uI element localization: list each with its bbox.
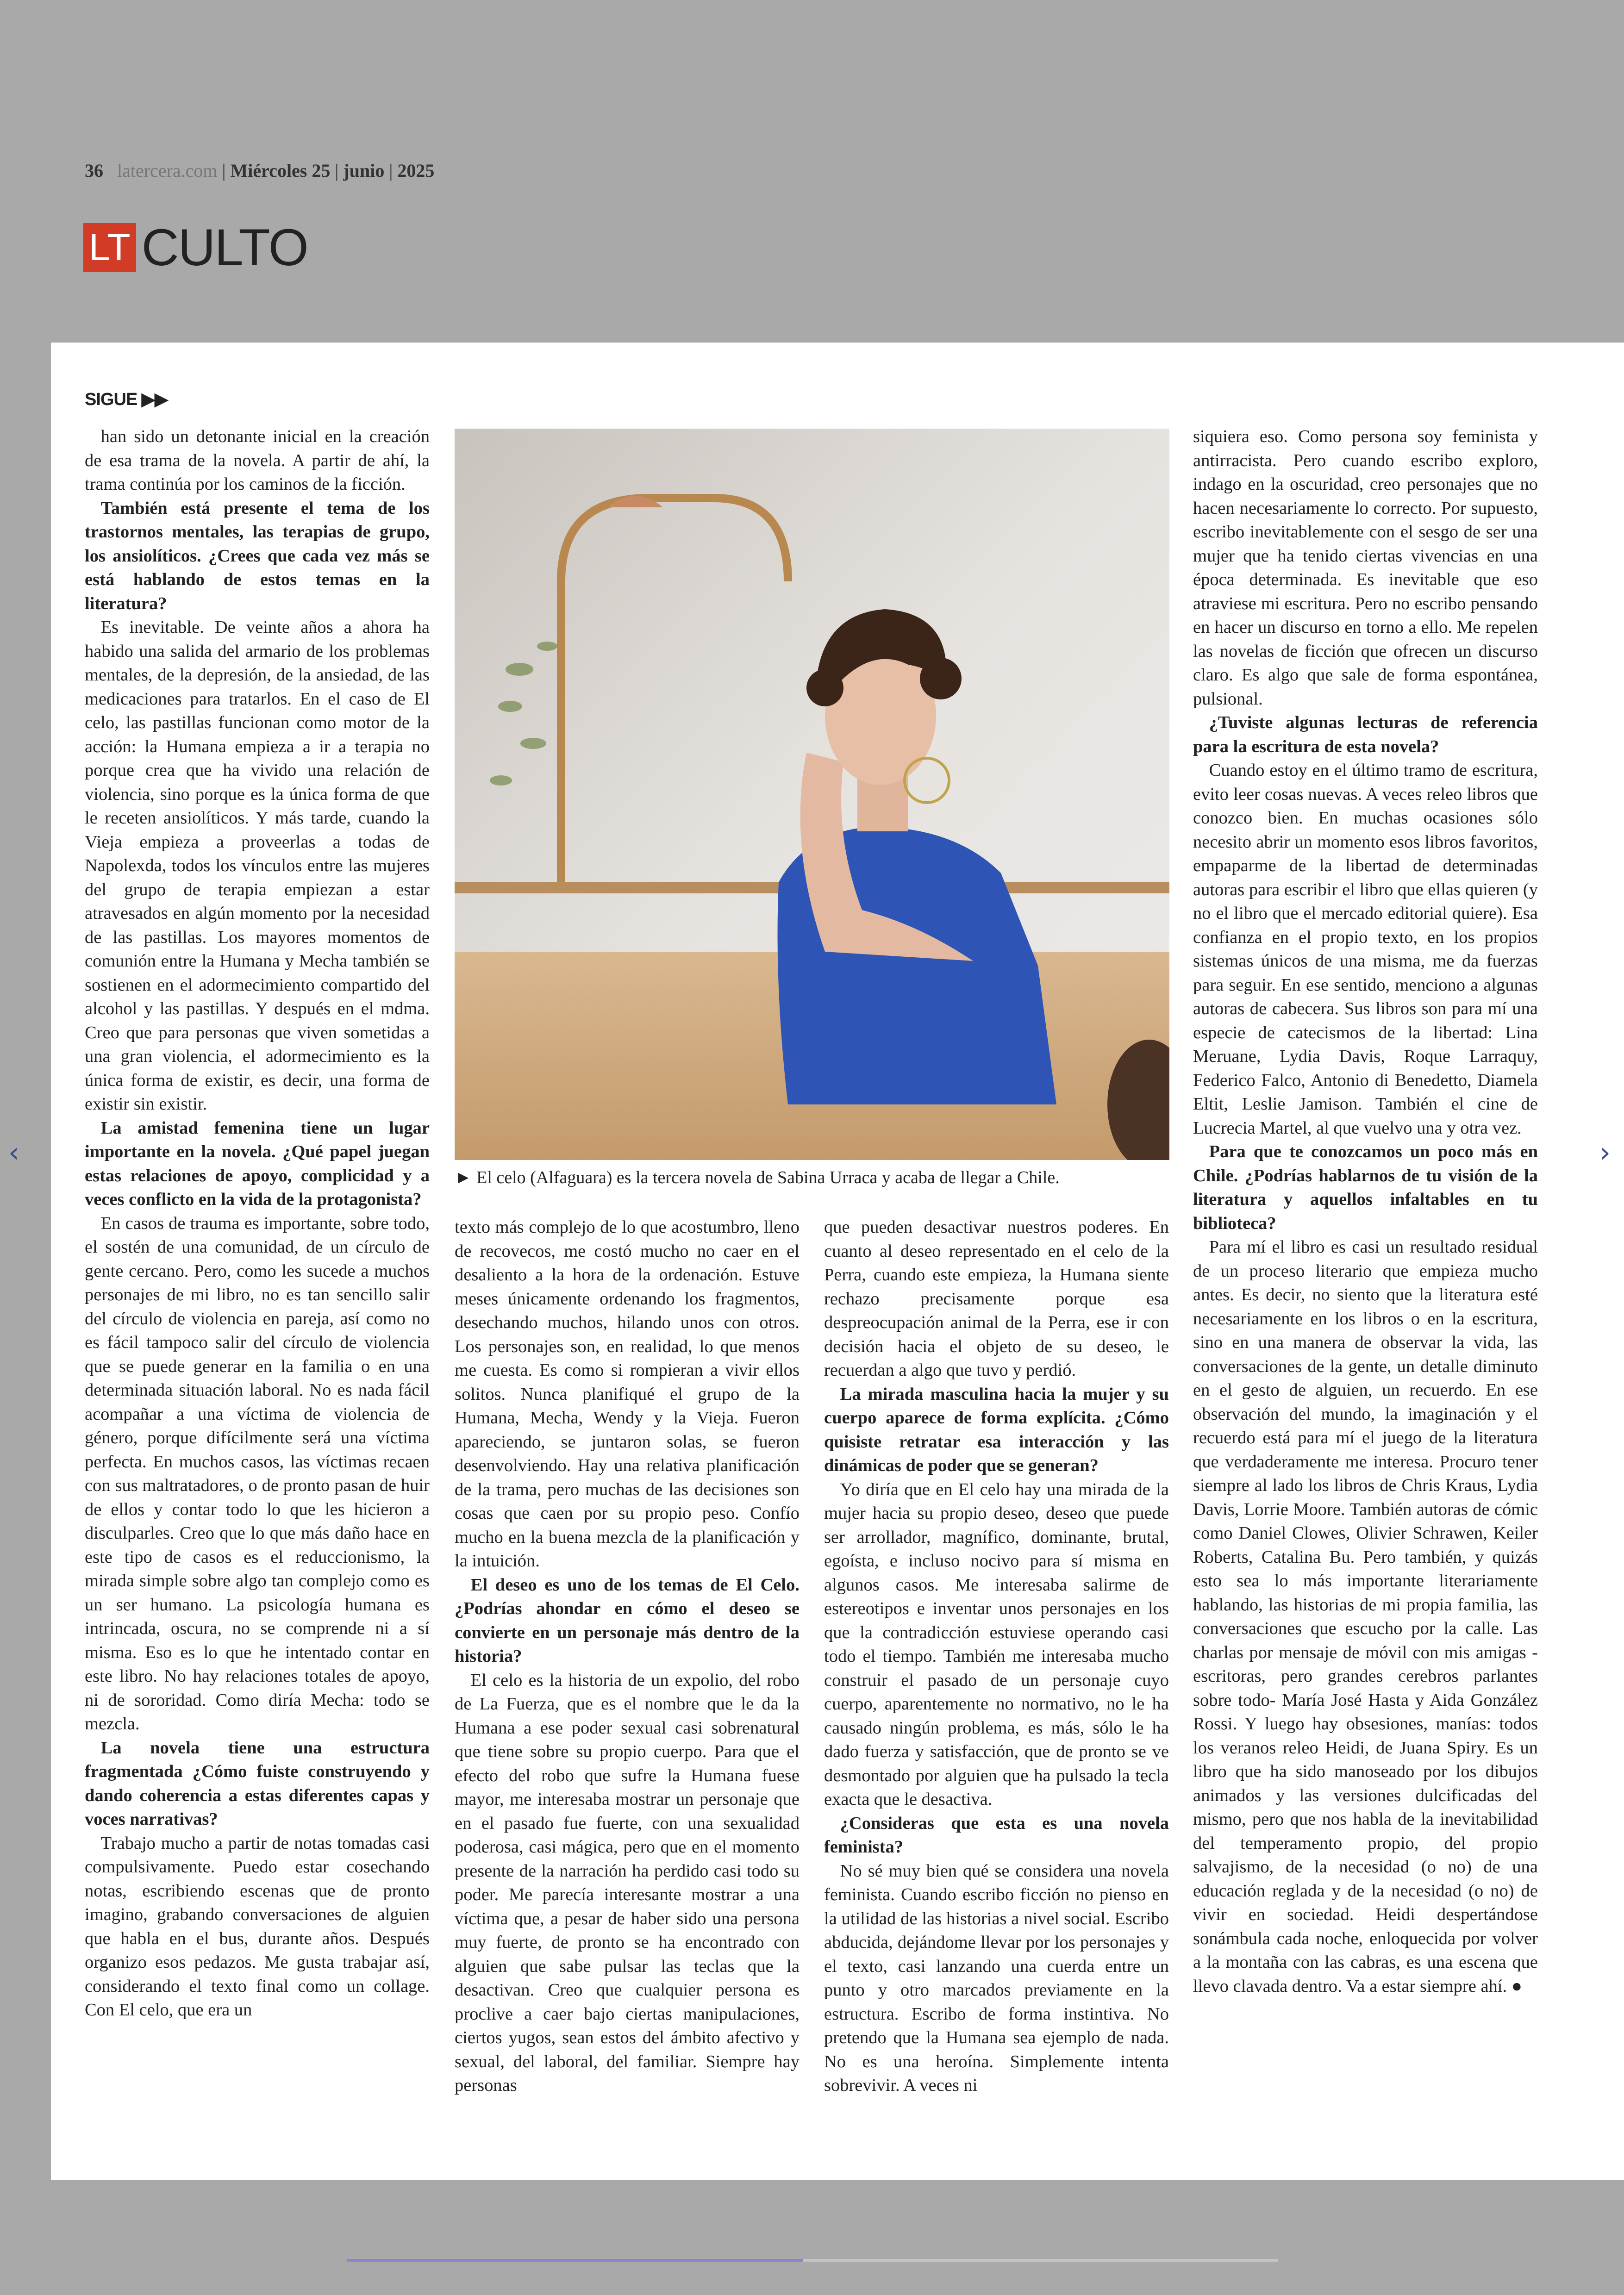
answer-paragraph: Cuando estoy en el último tramo de escritura, evito leer cosas nuevas. A veces releo libros que conozco bien. En muchas ocasiones sólo necesito abrir un momento esos libros favoritos, empaparme de la libertad de determinadas autoras para escribir el libro que ellas quieren (y no el libro que el mercado editorial quiere). Esa confianza en el propio texto, en los propios sistemas únicos de una misma, me da fuerzas para seguir. En ese sentido, menciono a algunas autoras de cabecera. Sus libros son para mí una especie de catecismos de la libertad: Lina Meruane, Lydia Davis, Roque Larraquy, Federico Falco, Antonio di Benedetto, Diamela Eltit, Leslie Jamison. También el cine de Lucrecia Martel, al que vuelvo una y otra vez. xyxy=(1193,761,1538,1138)
interview-question: El deseo es uno de los temas de El Celo. ¿Podrías ahondar en cómo el deseo se convierte en un personaje más dentro de la historia? xyxy=(455,1575,800,1666)
answer-paragraph: texto más complejo de lo que acostumbro, lleno de recovecos, me costó mucho no caer en el desaliento a la hora de la ordenación. Estuve meses únicamente ordenando los fragmentos, desechando muchos, hilando unos con otros. Los personajes son, en realidad, lo que menos me cuesta. Es como si rompieran a vivir ellos solitos. Nunca planifiqué el grupo de la Humana, Mecha, Wendy y la Vieja. Fueron apareciendo, se juntaron solas, se fueron desenvolviendo. Hay una relativa planificación de la trama, pero muchas de las decisiones son cosas que caen por su propio peso. Confío mucho en la buena mezcla de la planificación y la intuición. xyxy=(455,1217,800,1571)
interview-question: También está presente el tema de los trastornos mentales, las terapias de grupo, los ansiolíticos. ¿Crees que cada vez más se está hablando de estos temas en la literatura? xyxy=(85,498,430,613)
answer-paragraph: En casos de trauma es importante, sobre todo, el sostén de una comunidad, de un círculo de gente cercano. Pero, como les sucede a muchos personajes de mi libro, no es tan sencillo salir del círculo de violencia en pareja, así como no es fácil tampoco salir del círculo de violencia que se puede generar en la familia o en una determinada situación laboral. No es nada fácil acompañar a una víctima de violencia de género, porque difícilmente será una víctima perfecta. En muchos casos, las víctimas recaen con sus maltratadores, o de pronto pasan de huir de ellos y contar todo lo que les hicieron a disculparles. Creo que lo que más daño hace en este tipo de casos es el reduccionismo, la mirada simple sobre algo tan complejo como es un ser humano. La psicología humana es intrincada, oscura, no se comprende ni a sí misma. Eso es lo que he intentado contar en este libro. No hay relaciones totales de apoyo, ni de sororidad. Como diría Mecha: todo se mezcla. xyxy=(85,1213,430,1734)
interview-question: La amistad femenina tiene un lugar importante en la novela. ¿Qué papel juegan estas relaciones de apoyo, complicidad y a veces conflicto en la vida de la protagonista? xyxy=(85,1118,430,1209)
page-number: 36 xyxy=(85,160,103,181)
prev-page-arrow[interactable]: ‹ xyxy=(8,1136,19,1169)
reading-progress-bar[interactable] xyxy=(347,2259,1278,2262)
section-name: CULTO xyxy=(141,218,308,276)
interview-question: La mirada masculina hacia la mujer y su cuerpo aparece de forma explícita. ¿Cómo quisiste retratar esa interacción y las dinámicas de poder que se generan? xyxy=(824,1384,1169,1475)
text-column-3 xyxy=(824,1216,1169,2098)
answer-paragraph: Para mí el libro es casi un resultado residual de un proceso literario que empieza mucho antes. Es decir, no siento que la literatura esté necesariamente en los libros o en la escritura, sino en una manera de observar la vida, las conversaciones de la gente, un detalle diminuto en el gesto de alguien, un recuerdo. En ese observación del mundo, la imaginación y el recuerdo está para mí el juego de la literatura que verdaderamente me interesa. Procuro tener siempre al lado los libros de Chris Kraus, Lydia Davis, Lorrie Moore. También autoras de cómic como Daniel Clowes, Olivier Schrawen, Keiler Roberts, Catalina Bu. Pero también, y quizás esto sea lo más importante literariamente hablando, las historias de mi propia familia, las conversaciones que escucho por la calle. Las charlas por mensaje de móvil con mis amigas -escritoras, pero grandes cerebros parlantes sobre todo- María José Hasta y Aida González Rossi. Y luego hay obsesiones, manías: todos los veranos releo Heidi, de Juana Spiry. Es un libro que ha sido manoseado por los dibujos animados y las versiones dulcificadas del mismo, pero que nos habla de la inevitabilidad del temperamento propio, del propio salvajismo, de la necesidad (o no) de una educación reglada y de la necesidad (o no) de vivir en sociedad. Heidi despertándose sonámbula cada noche, enloquecida por volver a la montaña con las cabras, es una escena que llevo clavada dentro. Va a estar siempre ahí. ● xyxy=(1193,1237,1538,1996)
answer-paragraph: Yo diría que en El celo hay una mirada de la mujer hacia su propio deseo, deseo que puede ser arrollador, magnífico, dominante, brutal, egoísta, e incluso nocivo para sí misma en algunos casos. Me interesaba salirme de estereotipos e inventar unos personajes en los que la contradicción estuviese operando casi todo el tiempo. También me interesaba mucho construir el pasado de un personaje cuyo cuerpo, aparentemente no normativo, no le ha causado ningún problema, es más, sólo le ha dado fuerza y satisfacción, que de pronto se ve desmontado por alguien que ha pulsado la tecla exacta que le desactiva. xyxy=(824,1479,1169,1809)
issue-year: 2025 xyxy=(397,160,435,181)
interview-question: Para que te conozcamos un poco más en Chile. ¿Podrías hablarnos de tu visión de la literatura y aquellos infaltables en tu biblioteca? xyxy=(1193,1142,1538,1233)
issue-date: Miércoles 25 xyxy=(230,160,331,181)
article-page xyxy=(51,343,1624,2180)
text-column-2 xyxy=(455,1216,800,2098)
text-column-1 xyxy=(85,425,430,2022)
answer-paragraph: El celo es la historia de un expolio, del robo de La Fuerza, que es el nombre que le da la Humana a ese poder sexual casi sobrenatural que tiene sobre su propio cuerpo. Para que el efecto del robo que sufre la Humana fuese mayor, me interesaba mostrar un personaje que en el pasado fue fuerte, con una sexualidad poderosa, casi mágica, pero que en el momento presente de la narración ha perdido casi todo su poder. Me parecía interesante mostrar a una víctima que, a pesar de haber sido una persona muy fuerte, de pronto se ha encontrado con alguien que sabe pulsar las teclas que la desactivan. Creo que cualquier persona es proclive a caer bajo ciertas manipulaciones, ciertos yugos, sean estos del ámbito afectivo y sexual, del laboral, del familiar. Siempre hay personas xyxy=(455,1670,800,2095)
continued-label: SIGUE ▶▶ xyxy=(85,390,168,409)
answer-paragraph: No sé muy bien qué se considera una novela feminista. Cuando escribo ficción no pienso en la utilidad de las historias a nivel social. Escribo abducida, dejándome llevar por los personajes y el texto, casi lanzando una cuerda entre un punto y otro marcados previamente en la estructura. Escribo de forma instintiva. No pretendo que la Humana sea ejemplo de nada. No es una heroína. Simplemente intenta sobrevivir. A veces ni xyxy=(824,1861,1169,2095)
answer-paragraph: han sido un detonante inicial en la creación de esa trama de la novela. A partir de ahí, la trama continúa por los caminos de la ficción. xyxy=(85,427,430,494)
interview-question: ¿Tuviste algunas lecturas de referencia para la escritura de esta novela? xyxy=(1193,713,1538,756)
next-page-arrow[interactable]: › xyxy=(1599,1136,1611,1169)
answer-paragraph: Trabajo mucho a partir de notas tomadas casi compulsivamente. Puedo estar cosechando notas, escribiendo escenas que de pronto imagino, grabando conversaciones de alguien que habla en el bus, durante años. Después organizo esos pedazos. Me gusta trabajar así, considerando el texto final como un collage. Con El celo, que era un xyxy=(85,1833,430,2020)
issue-month: junio xyxy=(343,160,385,181)
page-header: 36 latercera.com | Miércoles 25 | junio | 2025 xyxy=(85,160,435,181)
answer-paragraph: Es inevitable. De veinte años a ahora ha habido una salida del armario de los problemas mentales, de la depresión, de la ansiedad, de las medicaciones para tratarlos. En el caso de El celo, las pastillas funcionan como motor de la acción: la Humana empieza a ir a terapia no porque crea que ha vivido una relación de violencia, sino porque es la única forma de que le receten ansiolíticos. Y más tarde, cuando la Vieja empieza a proveerlas a todas de Napolexda, todos los vínculos entre las mujeres del grupo de terapia empiezan a estar atravesados en algún momento por la necesidad de las pastillas. Los mayores momentos de comunión entre la Humana y Mecha también se sostienen en el adormecimiento compartido del alcohol y las pastillas. Y después en el mdma. Creo que para personas que viven sometidas a una gran violencia, el adormecimiento es la única forma de existir, es decir, una forma de existir sin existir. xyxy=(85,617,430,1114)
site-name: latercera.com xyxy=(117,160,218,181)
photo-caption: ► El celo (Alfaguara) es la tercera novela de Sabina Urraca y acaba de llegar a Chile. xyxy=(455,1168,1060,1187)
answer-paragraph: que pueden desactivar nuestros poderes. En cuanto al deseo representado en el celo de la Perra, cuando este empieza, la Humana siente rechazo precisamente porque esa despreocupación animal de la Perra, ese ir con decisión hacia el objeto de su deseo, le recuerdan a algo que tuvo y perdió. xyxy=(824,1217,1169,1380)
brand-mark: LT xyxy=(83,223,136,272)
interview-question: ¿Consideras que esta es una novela feminista? xyxy=(824,1813,1169,1857)
reading-progress-fill xyxy=(347,2259,803,2262)
interview-question: La novela tiene una estructura fragmentada ¿Cómo fuiste construyendo y dando coherencia a estas diferentes capas y voces narrativas? xyxy=(85,1738,430,1829)
author-photo xyxy=(455,429,1169,1160)
answer-paragraph: siquiera eso. Como persona soy feminista y antirracista. Pero cuando escribo exploro, indago en la oscuridad, creo personajes que no hacen necesariamente lo correcto. Por supuesto, escribo inevitablemente con el sesgo de ser una mujer que ha tenido ciertas vivencias en una época determinada. Es inevitable que eso atraviese mi escritura. Pero no escribo pensando en hacer un discurso en torno a ello. Me repelen las novelas de ficción que ofrecen un discurso claro. Es algo que sale de forma espontánea, pulsional. xyxy=(1193,427,1538,709)
text-column-4 xyxy=(1193,425,1538,1998)
section-logo xyxy=(83,218,308,277)
